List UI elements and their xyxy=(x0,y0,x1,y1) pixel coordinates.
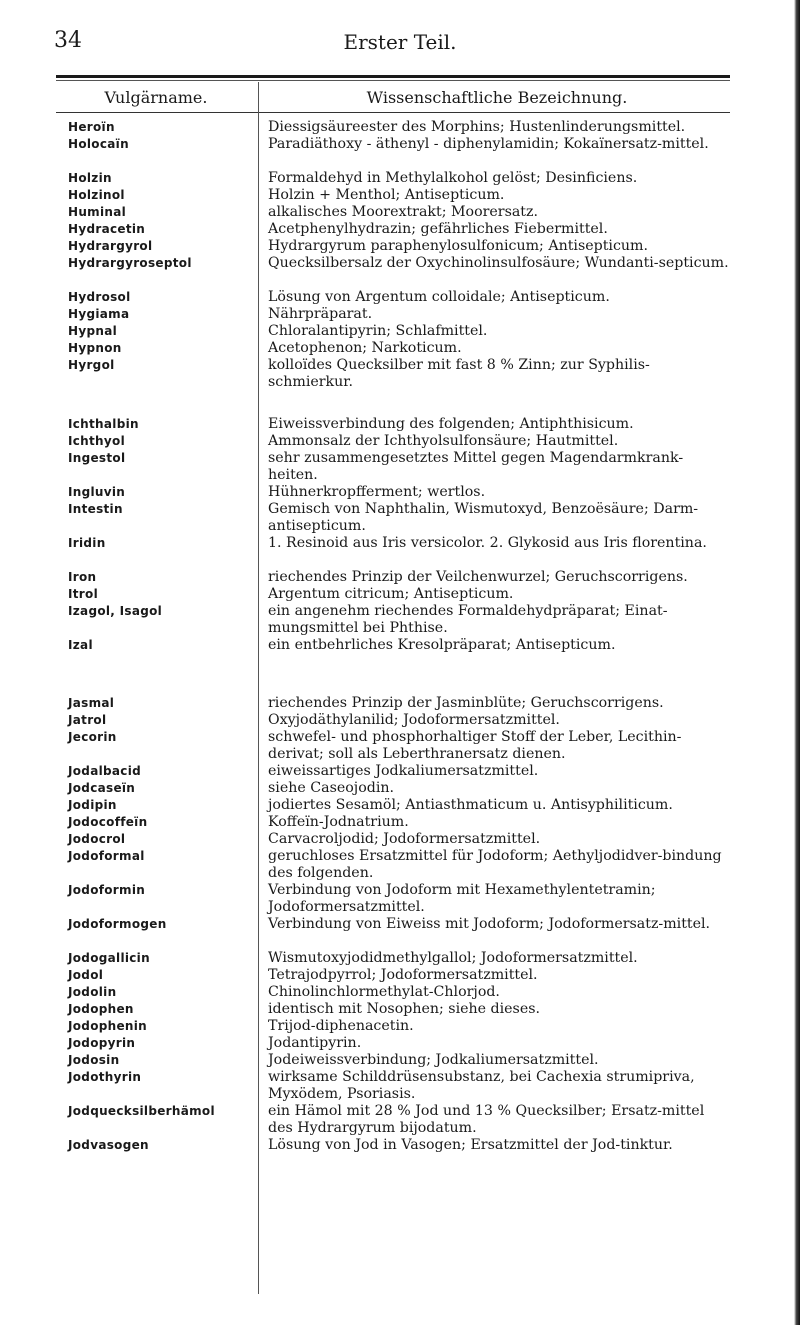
entry-description: ein Hämol mit 28 % Jod und 13 % Quecksilber; Ersatz-mittel des Hydrargyrum bijodatum. xyxy=(268,1103,705,1136)
entry-description: Koffeïn-Jodnatrium. xyxy=(268,814,409,830)
entry-name: Iridin xyxy=(68,536,106,550)
column-header-scientific-name: Wissenschaftliche Bezeichnung. xyxy=(366,88,628,107)
entry-description: Formaldehyd in Methylalkohol gelöst; Desinficiens. xyxy=(268,170,638,186)
entry-description: Hydrargyrum paraphenylosulfonicum; Antisepticum. xyxy=(268,238,649,254)
entry-description: alkalisches Moorextrakt; Moorersatz. xyxy=(268,204,538,220)
entry-name: Izal xyxy=(68,638,93,652)
entry-description: Verbindung von Jodoform mit Hexamethylentetramin; Jodoformersatzmittel. xyxy=(268,882,656,915)
entry-name: Izagol, Isagol xyxy=(68,604,163,618)
entry-name: Ichthyol xyxy=(68,434,125,448)
entry-description: Acetphenylhydrazin; gefährliches Fiebermittel. xyxy=(268,221,608,237)
entry-description: Diessigsäureester des Morphins; Hustenlinderungsmittel. xyxy=(268,119,686,135)
entry-name: Ichthalbin xyxy=(68,417,139,431)
entry-name: Ingestol xyxy=(68,451,126,465)
entry-description: Lösung von Argentum colloidale; Antisepticum. xyxy=(268,289,610,305)
entry-description: 1. Resinoid aus Iris versicolor. 2. Glykosid aus Iris florentina. xyxy=(268,535,707,551)
entry-name: Jatrol xyxy=(68,713,107,727)
entry-name: Jasmal xyxy=(68,696,115,710)
entry-description: Eiweissverbindung des folgenden; Antiphthisicum. xyxy=(268,416,634,432)
entry-name: Jodalbacid xyxy=(68,764,142,778)
entry-description: Tetrajodpyrrol; Jodoformersatzmittel. xyxy=(268,967,538,983)
entry-name: Hypnon xyxy=(68,341,122,355)
entry-name: Jodothyrin xyxy=(68,1070,142,1084)
entry-description: sehr zusammengesetztes Mittel gegen Magendarmkrank-heiten. xyxy=(268,450,684,483)
entry-name: Hygiama xyxy=(68,307,130,321)
entry-name: Jodophen xyxy=(68,1002,134,1016)
entry-name: Jodipin xyxy=(68,798,117,812)
entry-description: Jodeiweissverbindung; Jodkaliumersatzmittel. xyxy=(268,1052,599,1068)
running-head: Erster Teil. xyxy=(343,30,457,54)
entry-name: Jodoformin xyxy=(68,883,146,897)
entry-description: Acetophenon; Narkoticum. xyxy=(268,340,462,356)
entry-name: Jodocoffeïn xyxy=(68,815,148,829)
entry-description: Paradiäthoxy - äthenyl - diphenylamidin; Kokaïnersatz-mittel. xyxy=(268,136,709,152)
entry-description: jodiertes Sesamöl; Antiasthmaticum u. Antisyphiliticum. xyxy=(268,797,673,813)
header-rule xyxy=(56,112,730,113)
entry-description: siehe Caseojodin. xyxy=(268,780,394,796)
entry-description: Carvacroljodid; Jodoformersatzmittel. xyxy=(268,831,541,847)
entry-description: schwefel- und phosphorhaltiger Stoff der Leber, Lecithin-derivat; soll als Leberthranersatz dienen. xyxy=(268,729,682,762)
entry-name: Jodogallicin xyxy=(68,951,150,965)
column-header-vulgar-name: Vulgärname. xyxy=(104,88,208,107)
entry-name: Jodvasogen xyxy=(68,1138,149,1152)
entry-name: Hydracetin xyxy=(68,222,146,236)
entry-name: Jodolin xyxy=(68,985,117,999)
entry-name: Itrol xyxy=(68,587,98,601)
entry-description: Argentum citricum; Antisepticum. xyxy=(268,586,514,602)
entry-name: Hydrosol xyxy=(68,290,131,304)
entry-description: Holzin + Menthol; Antisepticum. xyxy=(268,187,505,203)
entry-description: Hühnerkropfferment; wertlos. xyxy=(268,484,486,500)
entry-name: Hydrargyroseptol xyxy=(68,256,192,270)
entry-description: Lösung von Jod in Vasogen; Ersatzmittel der Jod-tinktur. xyxy=(268,1137,673,1153)
entry-name: Jodcaseïn xyxy=(68,781,136,795)
entry-description: ein angenehm riechendes Formaldehydpräparat; Einat-mungsmittel bei Phthise. xyxy=(268,603,668,636)
entry-name: Jodosin xyxy=(68,1053,120,1067)
page-edge-shadow xyxy=(794,0,800,1325)
entry-name: Holzin xyxy=(68,171,112,185)
entry-name: Hydrargyrol xyxy=(68,239,153,253)
entry-description: Gemisch von Naphthalin, Wismutoxyd, Benzoësäure; Darm-antisepticum. xyxy=(268,501,699,534)
entry-name: Jodol xyxy=(68,968,104,982)
entry-description: Chinolinchlormethylat-Chlorjod. xyxy=(268,984,500,1000)
entry-name: Iron xyxy=(68,570,97,584)
entry-name: Heroïn xyxy=(68,120,115,134)
entry-description: wirksame Schilddrüsensubstanz, bei Cachexia strumipriva, Myxödem, Psoriasis. xyxy=(268,1069,695,1102)
entry-name: Huminal xyxy=(68,205,127,219)
entry-description: geruchloses Ersatzmittel für Jodoform; Aethyljodidver-bindung des folgenden. xyxy=(268,848,722,881)
entry-name: Holocaïn xyxy=(68,137,129,151)
entry-description: Nährpräparat. xyxy=(268,306,373,322)
top-rule-thin xyxy=(56,80,730,81)
entry-description: Verbindung von Eiweiss mit Jodoform; Jodoformersatz-mittel. xyxy=(268,916,711,932)
entry-name: Hypnal xyxy=(68,324,118,338)
entry-description: identisch mit Nosophen; siehe dieses. xyxy=(268,1001,541,1017)
entry-description: Trijod-diphenacetin. xyxy=(268,1018,414,1034)
column-divider xyxy=(258,82,259,1294)
top-rule xyxy=(56,75,730,78)
entry-description: riechendes Prinzip der Veilchenwurzel; Geruchscorrigens. xyxy=(268,569,688,585)
entry-description: eiweissartiges Jodkaliumersatzmittel. xyxy=(268,763,539,779)
page-number: 34 xyxy=(54,28,82,53)
entry-description: riechendes Prinzip der Jasminblüte; Geruchscorrigens. xyxy=(268,695,664,711)
entry-name: Hyrgol xyxy=(68,358,115,372)
entry-description: Jodantipyrin. xyxy=(268,1035,362,1051)
entry-name: Jodocrol xyxy=(68,832,126,846)
entry-description: kolloïdes Quecksilber mit fast 8 % Zinn; zur Syphilis-schmierkur. xyxy=(268,357,650,390)
entry-name: Jodophenin xyxy=(68,1019,148,1033)
entry-description: ein entbehrliches Kresolpräparat; Antisepticum. xyxy=(268,637,616,653)
entry-name: Jodoformogen xyxy=(68,917,167,931)
entry-name: Ingluvin xyxy=(68,485,126,499)
entry-name: Jecorin xyxy=(68,730,117,744)
entry-description: Wismutoxyjodidmethylgallol; Jodoformersatzmittel. xyxy=(268,950,638,966)
entry-name: Holzinol xyxy=(68,188,125,202)
entry-description: Ammonsalz der Ichthyolsulfonsäure; Hautmittel. xyxy=(268,433,619,449)
entry-description: Oxyjodäthylanilid; Jodoformersatzmittel. xyxy=(268,712,560,728)
entry-name: Intestin xyxy=(68,502,123,516)
entry-name: Jodopyrin xyxy=(68,1036,136,1050)
entry-description: Chloralantipyrin; Schlafmittel. xyxy=(268,323,488,339)
entry-description: Quecksilbersalz der Oxychinolinsulfosäure; Wundanti-septicum. xyxy=(268,255,729,271)
entry-name: Jodquecksilberhämol xyxy=(68,1104,215,1118)
entry-name: Jodoformal xyxy=(68,849,145,863)
